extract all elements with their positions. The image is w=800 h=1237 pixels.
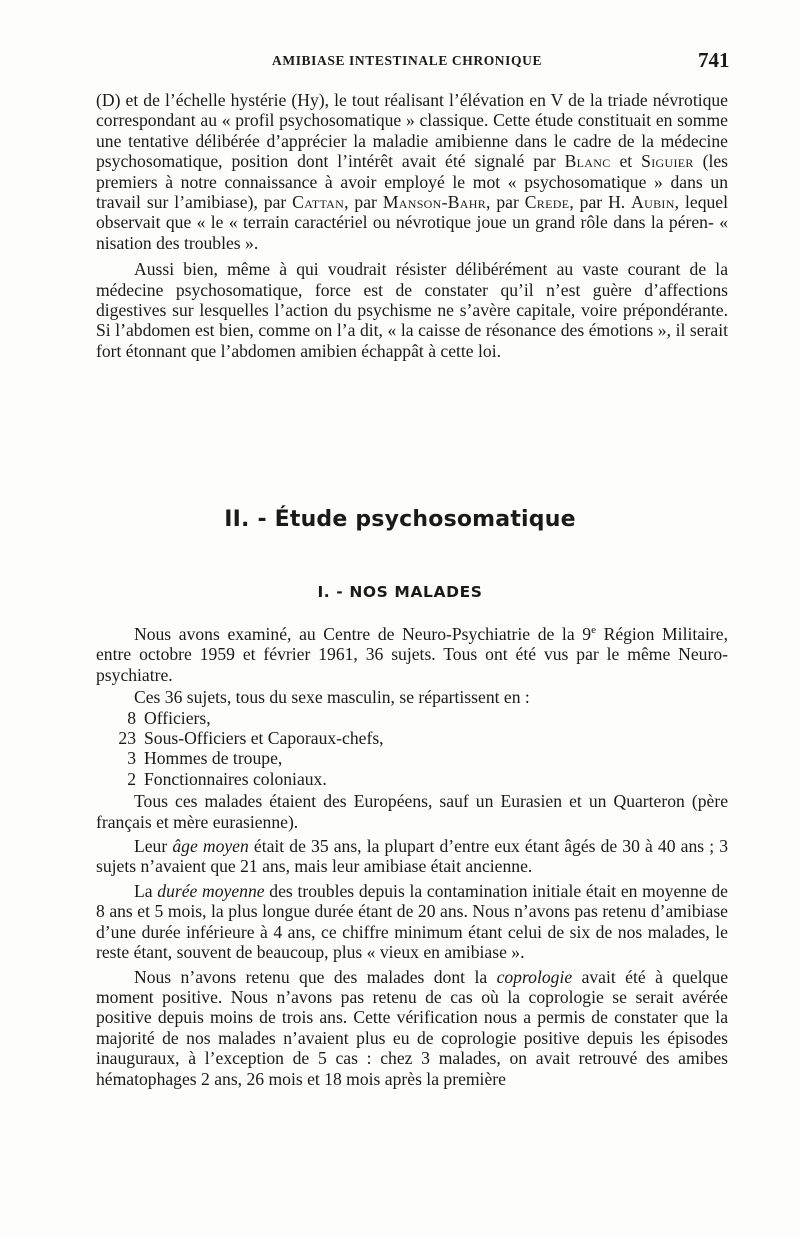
subsection-title: I. - NOS MALADES [317, 583, 483, 601]
author-manson-bahr: Manson-Bahr [382, 192, 487, 213]
body-paragraph-4: Leur âge moyen était de 35 ans, la plupart d’entre eux étant âgés de 30 à 40 ans ; 3 sujets n’avaient que 21 ans, mais leur amibiase était ancienne. [96, 836, 729, 877]
author-aubin: Aubin [631, 192, 675, 213]
author-siguier: Siguier [641, 151, 694, 172]
list-item: 8 Officiers, [127, 707, 211, 728]
intro-paragraph-1: (D) et de l’échelle hystérie (Hy), le tout réalisant l’élévation en V de la triade névrotique correspondant au « profil psychosomatique » classique. Cette étude constituait en somme une tentative délibérée d’apprécier la maladie amibienne dans le cadre de la médecine psychosomatique, position dont l’intérêt avait été signalé par Blanc et Siguier (les premiers à notre connaissance à avoir employé le mot « psychosomatique » dans un travail sur l’amibiase), par Cattan, par Manson-Bahr, par Crede, par H. Aubin, lequel observait que « le « terrain caractériel ou névrotique joue un grand rôle dans la péren- « nisation des troubles ». [96, 90, 729, 253]
body-paragraph-2: Ces 36 sujets, tous du sexe masculin, se répartissent en : [134, 687, 530, 708]
running-title: AMIBIASE INTESTINALE CHRONIQUE [272, 53, 543, 68]
author-blanc: Blanc [564, 151, 611, 172]
body-paragraph-1: Nous avons examiné, au Centre de Neuro-Psychiatrie de la 9e Région Militaire, entre octobre 1959 et février 1961, 36 sujets. Tous ont été vus par le même Neuro-psychiatre. [96, 624, 728, 685]
list-item: 2 Fonctionnaires coloniaux. [127, 768, 327, 789]
intro-text [96, 90, 728, 361]
running-head [0, 48, 800, 76]
author-crede: Crede [524, 192, 570, 213]
intro-paragraph-2: Aussi bien, même à qui voudrait résister délibérément au vaste courant de la médecine psychosomatique, force est de constater qu’il n’est guère d’affections digestives sur lesquelles l’action du psychisme ne s’avère capitale, voire prépondérante. Si l’abdomen est bien, comme on l’a dit, « la caisse de résonance des émotions », il serait fort étonnant que l’abdomen amibien échappât à cette loi. [96, 259, 728, 361]
body-paragraph-3: Tous ces malades étaient des Européens, sauf un Eurasien et un Quarteron (père français et mère eurasienne). [96, 791, 728, 832]
author-cattan: Cattan [292, 192, 345, 213]
body-text [96, 624, 728, 1089]
section-title: II. - Étude psychosomatique [224, 507, 576, 532]
body-paragraph-5: La durée moyenne des troubles depuis la contamination initiale était en moyenne de 8 ans et 5 mois, la plus longue durée étant de 20 ans. Nous n’avons pas retenu d’amibiase d’une durée inférieure à 4 ans, ce chiffre minimum étant celui de six de nos malades, le reste étant, souvent de beaucoup, plus « vieux en amibiase ». [96, 880, 728, 963]
list-item: 3 Hommes de troupe, [127, 748, 283, 769]
staff-list [96, 708, 728, 790]
body-paragraph-6: Nous n’avons retenu que des malades dont la coprologie avait été à quelque moment positive. Nous n’avons pas retenu de cas où la coprologie se serait avérée positive depuis moins de trois ans. Cette vérification nous a permis de constater que la majorité de nos malades n’avaient plus eu de coprologie positive depuis les épisodes inauguraux, à l’exception de 5 cas : chez 3 malades, on avait retrouvé des amibes hématophages 2 ans, 26 mois et 18 mois après la première [96, 966, 729, 1089]
list-item: 23 Sous-Officiers et Caporaux-chefs, [118, 728, 384, 749]
page-number: 741 [698, 48, 730, 72]
